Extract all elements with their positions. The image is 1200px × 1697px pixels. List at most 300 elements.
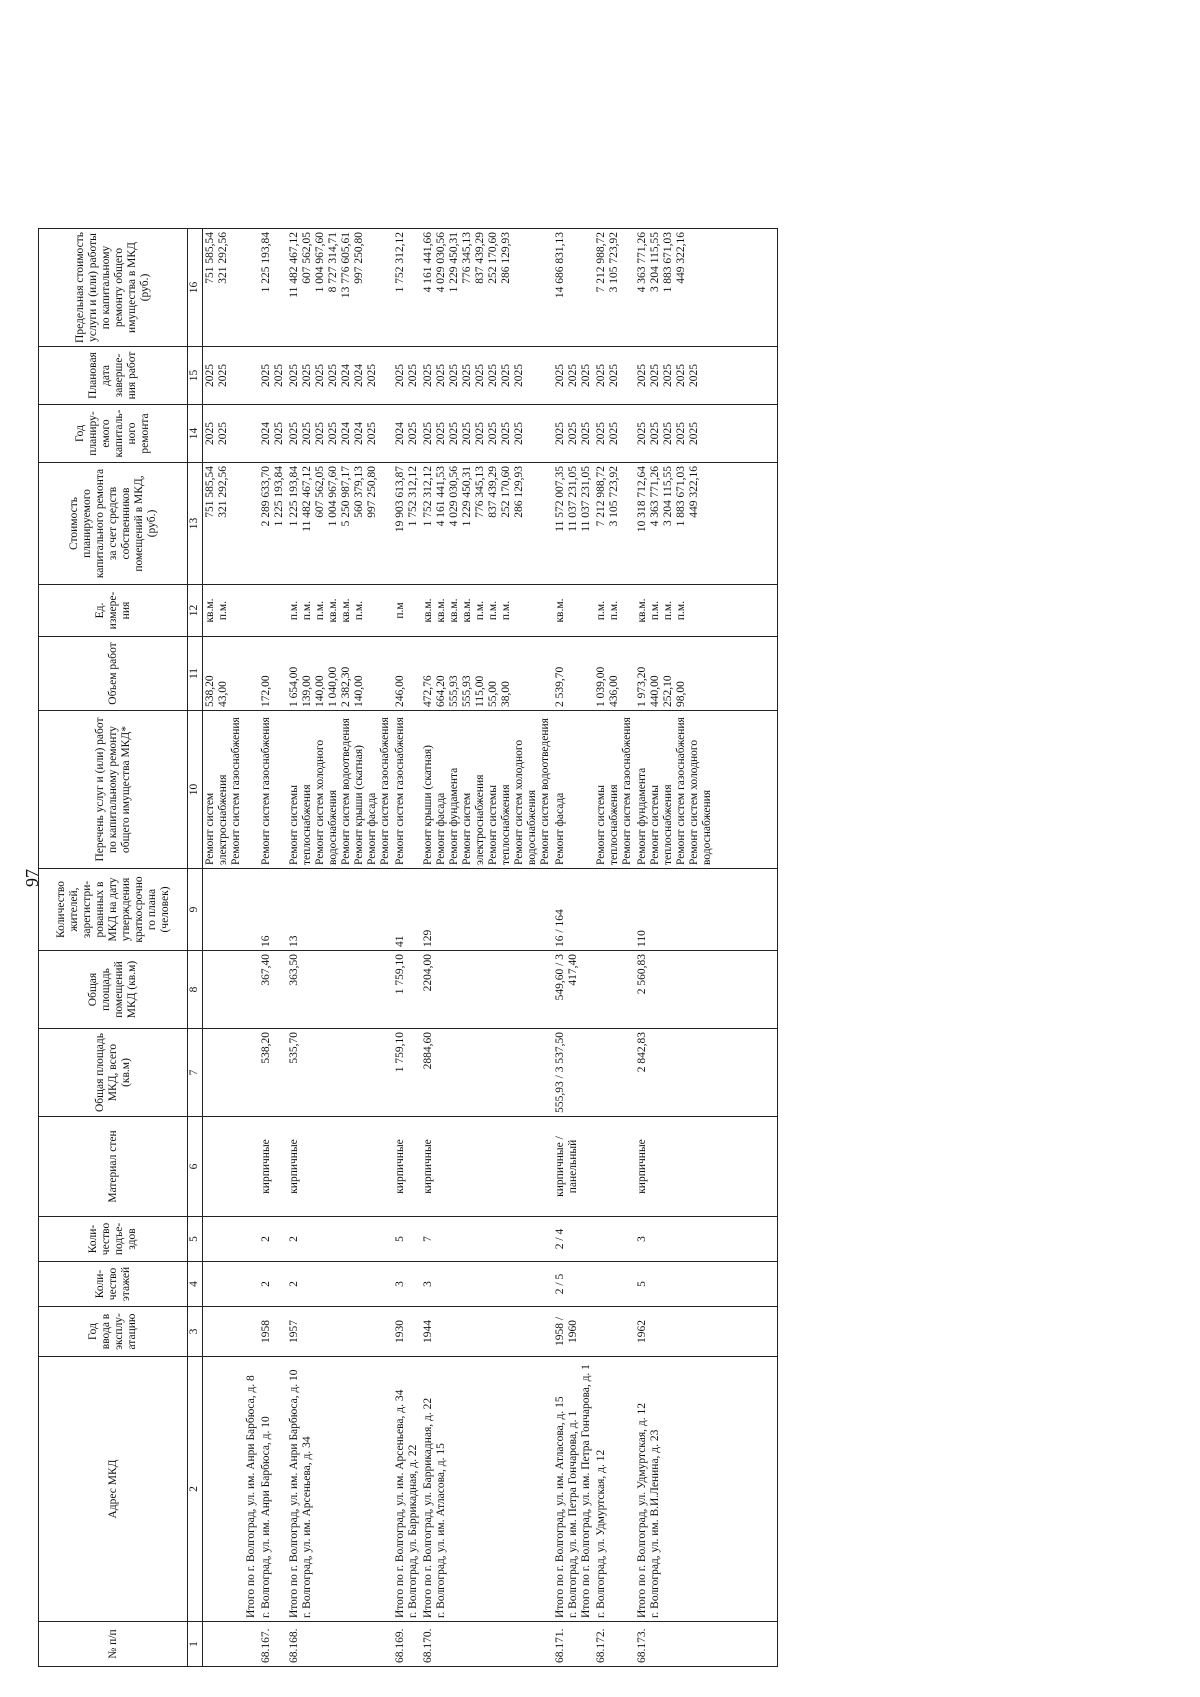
unit-line: кв.м.: [340, 598, 352, 623]
work-volume-cell: [594, 637, 635, 711]
residents-cell: 129: [421, 869, 553, 951]
work-volume-line: 43,00: [217, 681, 229, 707]
work-volume-cell: [635, 637, 715, 711]
planned-cost-cell: [244, 463, 259, 585]
year-commissioned-cell: [244, 1307, 259, 1357]
planned-year-line: 2025: [580, 422, 592, 445]
table-bottom-row: [715, 229, 778, 1667]
residents-cell: 110: [635, 869, 715, 951]
planned-cost-line: 11 482 467,12: [301, 466, 313, 532]
table-row: [244, 229, 259, 1667]
planned-year-cell: [287, 405, 393, 463]
planned-year-line: 2025: [688, 422, 700, 445]
address-line: Итого по г. Волгоград, ул. им. Анри Барбюса, д. 8: [245, 1375, 257, 1618]
empty-cell: [715, 1029, 778, 1117]
total-area-cell: [244, 1029, 259, 1117]
work-volume-line: 555,93: [461, 675, 473, 707]
cost-limit-line: 286 129,93: [500, 232, 512, 284]
column-number-9: 9: [188, 869, 203, 951]
planned-cost-line: 19 903 613,87: [394, 466, 406, 533]
premises-area-cell: 1 759,10: [393, 951, 421, 1029]
works-list-line: Ремонт системы теплоснабжения: [595, 784, 620, 865]
year-commissioned-cell: 1958: [259, 1307, 287, 1357]
address-line: Итого по г. Волгоград, ул. им. Атласова, д. 15: [554, 1396, 566, 1618]
entrances-cell: 5: [393, 1217, 421, 1262]
work-volume-line: 472,76: [422, 675, 434, 707]
completion-date-cell: [287, 347, 393, 405]
completion-date-cell: [259, 347, 287, 405]
address-cell: [421, 1357, 553, 1622]
works-list-line: Ремонт системы теплоснабжения: [288, 784, 313, 865]
column-header-1: № п/п: [39, 1622, 188, 1667]
planned-cost-line: 449 322,16: [688, 466, 700, 518]
completion-date-line: 2025: [288, 364, 300, 387]
completion-date-line: 2025: [474, 364, 486, 387]
address-cell: [287, 1357, 393, 1622]
wall-material-cell: кирпичные: [393, 1117, 421, 1217]
planned-cost-line: 11 572 007,35: [554, 466, 566, 532]
work-volume-cell: [421, 637, 553, 711]
planned-cost-line: 776 345,13: [474, 466, 486, 518]
column-header-10: Перечень услуг и (или) работ по капитальному ремонту общего имущества МКД*: [39, 711, 188, 869]
empty-cell: [715, 463, 778, 585]
column-header-3: Год ввода в эксплу-атацию: [39, 1307, 188, 1357]
residents-cell: 16 / 164: [553, 869, 594, 951]
works-list-cell: [393, 711, 421, 869]
planned-year-line: 2024: [260, 422, 272, 445]
completion-date-line: 2025: [688, 364, 700, 387]
column-number-1: 1: [188, 1622, 203, 1667]
cost-limit-line: 8 727 314,71: [327, 232, 339, 293]
column-header-6: Материал стен: [39, 1117, 188, 1217]
row-number-cell: [244, 1622, 259, 1667]
empty-cell: [715, 1622, 778, 1667]
planned-year-line: 2025: [662, 422, 674, 445]
cost-limit-line: 1 225 193,84: [260, 232, 272, 293]
work-volume-line: 2 539,70: [554, 666, 566, 707]
column-header-12: Ед. измере-ния: [39, 585, 188, 637]
planned-cost-line: 5 250 987,17: [340, 466, 352, 527]
planned-year-line: 2025: [649, 422, 661, 445]
completion-date-line: 2025: [636, 364, 648, 387]
completion-date-line: 2025: [554, 364, 566, 387]
floors-cell: 5: [635, 1262, 715, 1307]
empty-cell: [715, 347, 778, 405]
total-area-cell: [594, 1029, 635, 1117]
cost-limit-line: [245, 232, 258, 343]
planned-year-line: 2025: [595, 422, 607, 445]
works-list-line: Ремонт системы теплоснабжения: [649, 784, 674, 865]
residents-cell: [594, 869, 635, 951]
floors-cell: 2: [287, 1262, 393, 1307]
completion-date-line: 2025: [273, 364, 285, 387]
work-volume-cell: [553, 637, 594, 711]
planned-cost-cell: [635, 463, 715, 585]
entrances-cell: [203, 1217, 245, 1262]
works-list-line: Ремонт фундамента: [636, 767, 648, 865]
address-line: Итого по г. Волгоград, ул. Удмуртская, д. 12: [636, 1403, 648, 1618]
unit-line: п.м.: [301, 600, 313, 621]
wall-material-cell: [594, 1117, 635, 1217]
completion-date-cell: [594, 347, 635, 405]
entrances-cell: [594, 1217, 635, 1262]
column-number-15: 15: [188, 347, 203, 405]
unit-line: п.м.: [353, 600, 365, 621]
completion-date-line: 2025: [327, 364, 339, 387]
works-list-line: Ремонт систем газоснабжения: [379, 717, 391, 865]
unit-line: кв.м.: [636, 598, 648, 623]
table-row: [393, 229, 421, 1667]
address-line: г. Волгоград, ул. им. В.И.Ленина, д. 23: [649, 1429, 661, 1618]
address-cell: [393, 1357, 421, 1622]
cost-limit-line: 13 776 605,61: [340, 232, 352, 299]
floors-cell: [203, 1262, 245, 1307]
work-volume-cell: [393, 637, 421, 711]
header-row: [39, 229, 188, 1667]
entrances-cell: 3: [635, 1217, 715, 1262]
residents-cell: 13: [287, 869, 393, 951]
empty-cell: [715, 711, 778, 869]
address-cell: [259, 1357, 287, 1622]
column-number-8: 8: [188, 951, 203, 1029]
planned-cost-line: 4 363 771,26: [649, 466, 661, 527]
address-cell: [244, 1357, 259, 1622]
completion-date-line: 2025: [204, 364, 216, 387]
works-list-cell: [594, 711, 635, 869]
completion-date-line: 2025: [649, 364, 661, 387]
column-number-6: 6: [188, 1117, 203, 1217]
empty-cell: [715, 585, 778, 637]
row-number-cell: 68.168.: [287, 1622, 393, 1667]
cost-limit-line: 607 562,05: [301, 232, 313, 284]
unit-cell: [259, 585, 287, 637]
column-header-9: Количество жителей, зарегистри-рованных в МКД на дату утверждения краткосрочно го плана (человек): [39, 869, 188, 951]
residents-cell: 41: [393, 869, 421, 951]
cost-limit-line: 837 439,29: [474, 232, 486, 284]
row-number-cell: 68.167.: [259, 1622, 287, 1667]
premises-area-cell: 549,60 / 3 417,40: [553, 951, 594, 1029]
planned-year-line: 2025: [500, 422, 512, 445]
planned-year-cell: [259, 405, 287, 463]
row-number-cell: [203, 1622, 245, 1667]
works-list-line: Ремонт систем электроснабжения: [204, 774, 229, 865]
cost-limit-line: 11 482 467,12: [288, 232, 300, 298]
row-number-cell: 68.172.: [594, 1622, 635, 1667]
planned-cost-cell: [553, 463, 594, 585]
work-volume-line: 1 654,00: [288, 666, 300, 707]
works-list-line: Ремонт фундамента: [448, 767, 460, 865]
planned-cost-line: 4 161 441,53: [435, 466, 447, 527]
completion-date-line: 2025: [662, 364, 674, 387]
column-number-10: 10: [188, 711, 203, 869]
cost-limit-line: 4 029 030,56: [435, 232, 447, 293]
table-row: [203, 229, 245, 1667]
column-number-12: 12: [188, 585, 203, 637]
unit-line: кв.м.: [204, 598, 216, 623]
works-list-line: Ремонт систем холодного водоснабжения: [688, 739, 713, 865]
address-cell: [635, 1357, 715, 1622]
cost-limit-cell: [553, 229, 594, 347]
completion-date-line: 2025: [580, 364, 592, 387]
year-commissioned-cell: 1962: [635, 1307, 715, 1357]
planned-year-line: 2024: [340, 422, 352, 445]
address-line: г. Волгоград, ул. Удмуртская, д. 12: [595, 1449, 607, 1618]
planned-year-line: 2025: [407, 422, 419, 445]
row-number-cell: 68.169.: [393, 1622, 421, 1667]
planned-cost-cell: [421, 463, 553, 585]
completion-date-cell: [635, 347, 715, 405]
works-list-line: Ремонт фасада: [435, 792, 447, 865]
unit-line: кв.м.: [327, 598, 339, 623]
planned-cost-cell: [393, 463, 421, 585]
completion-date-line: 2025: [435, 364, 447, 387]
works-list-line: Ремонт систем газоснабжения: [260, 717, 272, 865]
works-list-cell: [287, 711, 393, 869]
unit-line: п.м.: [675, 600, 687, 621]
planned-year-line: 2025: [636, 422, 648, 445]
column-number-3: 3: [188, 1307, 203, 1357]
completion-date-line: 2025: [366, 364, 378, 387]
planned-year-line: 2025: [567, 422, 579, 445]
empty-cell: [715, 229, 778, 347]
total-area-cell: 555,93 / 3 537,50: [553, 1029, 594, 1117]
works-list-line: Ремонт крыши (скатная): [353, 745, 365, 865]
planned-cost-cell: [259, 463, 287, 585]
work-volume-line: 440,00: [649, 675, 661, 707]
planned-cost-cell: [203, 463, 245, 585]
cost-limit-line: 4 161 441,66: [422, 232, 434, 293]
column-header-16: Предельная стоимость услуги и (или) работы по капитальному ремонту общего имущества в МКД (руб.): [39, 229, 188, 347]
works-list-line: Ремонт систем газоснабжения: [230, 717, 242, 865]
column-header-14: Год планиру-емого капиталь-ного ремонта: [39, 405, 188, 463]
planned-year-cell: [421, 405, 553, 463]
planned-year-cell: [635, 405, 715, 463]
cost-limit-line: 252 170,60: [487, 232, 499, 284]
cost-limit-cell: [594, 229, 635, 347]
column-number-2: 2: [188, 1357, 203, 1622]
completion-date-line: 2025: [461, 364, 473, 387]
row-number-cell: 68.171.: [553, 1622, 594, 1667]
cost-limit-line: 4 363 771,26: [636, 232, 648, 293]
works-list-cell: [553, 711, 594, 869]
planned-year-line: 2025: [474, 422, 486, 445]
address-line: [204, 1360, 217, 1618]
cost-limit-cell: [244, 229, 259, 347]
work-volume-line: 664,20: [435, 675, 447, 707]
planned-cost-line: 3 105 723,92: [608, 466, 620, 527]
planned-year-line: 2025: [301, 422, 313, 445]
planned-year-line: 2025: [461, 422, 473, 445]
planned-cost-line: 3 204 115,55: [662, 466, 674, 526]
year-commissioned-cell: 1958 / 1960: [553, 1307, 594, 1357]
cost-limit-line: 449 322,16: [675, 232, 687, 284]
work-volume-cell: [203, 637, 245, 711]
work-volume-line: 139,00: [301, 675, 313, 707]
repair-plan-table: [38, 228, 778, 1667]
wall-material-cell: кирпичные: [635, 1117, 715, 1217]
address-cell: [594, 1357, 635, 1622]
premises-area-cell: 2204,00: [421, 951, 553, 1029]
cost-limit-line: 1 752 312,12: [394, 232, 406, 293]
planned-year-line: 2025: [675, 422, 687, 445]
planned-year-line: [245, 408, 258, 459]
work-volume-line: 1 040,00: [327, 666, 339, 707]
planned-year-line: 2025: [487, 422, 499, 445]
planned-year-line: 2025: [366, 422, 378, 445]
planned-cost-line: 10 318 712,64: [636, 466, 648, 533]
completion-date-cell: [421, 347, 553, 405]
total-area-cell: 2884,60: [421, 1029, 553, 1117]
total-area-cell: 2 842,83: [635, 1029, 715, 1117]
planned-year-cell: [393, 405, 421, 463]
wall-material-cell: кирпичные / панельный: [553, 1117, 594, 1217]
column-header-5: Коли-чество подъе-здов: [39, 1217, 188, 1262]
completion-date-line: 2025: [608, 364, 620, 387]
floors-cell: 3: [393, 1262, 421, 1307]
floors-cell: 3: [421, 1262, 553, 1307]
address-line: Итого по г. Волгоград, ул. Баррикадная, д. 22: [422, 1397, 434, 1618]
planned-cost-line: 751 585,54: [204, 466, 216, 518]
works-list-line: Ремонт систем водоотведения: [340, 718, 352, 865]
planned-cost-line: 7 212 988,72: [595, 466, 607, 527]
planned-year-line: 2025: [288, 422, 300, 445]
unit-cell: [421, 585, 553, 637]
work-volume-line: 98,00: [675, 681, 687, 707]
wall-material-cell: кирпичные: [287, 1117, 393, 1217]
total-area-cell: 538,20: [259, 1029, 287, 1117]
completion-date-cell: [203, 347, 245, 405]
completion-date-line: 2025: [394, 364, 406, 387]
work-volume-line: 252,10: [662, 675, 674, 707]
unit-line: п.м: [394, 602, 406, 619]
floors-cell: 2: [259, 1262, 287, 1307]
work-volume-line: 38,00: [500, 681, 512, 707]
unit-line: п.м.: [217, 600, 229, 621]
planned-year-cell: [244, 405, 259, 463]
unit-line: кв.м.: [448, 598, 460, 623]
unit-line: п.м.: [314, 600, 326, 621]
column-number-14: 14: [188, 405, 203, 463]
unit-line: кв.м.: [461, 598, 473, 623]
planned-cost-line: 286 129,93: [513, 466, 525, 518]
premises-area-cell: [594, 951, 635, 1029]
cost-limit-cell: [393, 229, 421, 347]
completion-date-cell: [553, 347, 594, 405]
empty-cell: [715, 1117, 778, 1217]
planned-year-line: 2024: [353, 422, 365, 445]
column-header-4: Коли-чество этажей: [39, 1262, 188, 1307]
work-volume-line: 115,00: [474, 675, 486, 707]
entrances-cell: 2: [259, 1217, 287, 1262]
premises-area-cell: 363,50: [287, 951, 393, 1029]
column-header-8: Общая площадь помещений МКД (кв.м): [39, 951, 188, 1029]
planned-cost-line: 837 439,29: [487, 466, 499, 518]
column-number-7: 7: [188, 1029, 203, 1117]
work-volume-line: 55,00: [487, 681, 499, 707]
planned-cost-line: 1 752 312,12: [422, 466, 434, 527]
unit-line: п.м.: [474, 600, 486, 621]
entrances-cell: [244, 1217, 259, 1262]
works-list-line: Ремонт систем газоснабжения: [621, 717, 633, 865]
work-volume-line: 2 382,30: [340, 666, 352, 707]
works-list-line: Ремонт системы теплоснабжения: [487, 784, 512, 865]
planned-cost-line: 607 562,05: [314, 466, 326, 518]
cost-limit-line: 1 004 967,60: [314, 232, 326, 293]
planned-cost-line: 997 250,80: [366, 466, 378, 518]
address-line: г. Волгоград, ул. им. Анри Барбюса, д. 10: [260, 1416, 272, 1618]
empty-cell: [715, 1307, 778, 1357]
column-header-7: Общая площадь МКД, всего (кв.м): [39, 1029, 188, 1117]
total-area-cell: [203, 1029, 245, 1117]
completion-date-line: 2025: [422, 364, 434, 387]
cost-limit-line: 7 212 988,72: [595, 232, 607, 293]
table-row: [287, 229, 393, 1667]
table-row: [553, 229, 594, 1667]
unit-line: п.м.: [649, 600, 661, 621]
column-number-16: 16: [188, 229, 203, 347]
works-list-line: Ремонт крыши (скатная): [422, 745, 434, 865]
unit-line: п.м.: [608, 600, 620, 621]
planned-year-line: 2024: [394, 422, 406, 445]
residents-cell: [203, 869, 245, 951]
work-volume-line: 555,93: [448, 675, 460, 707]
planned-cost-line: 321 292,56: [217, 466, 229, 518]
planned-cost-cell: [287, 463, 393, 585]
premises-area-cell: [244, 951, 259, 1029]
works-list-cell: [203, 711, 245, 869]
completion-date-line: 2025: [567, 364, 579, 387]
residents-cell: [244, 869, 259, 951]
completion-date-line: 2024: [353, 364, 365, 387]
works-list-cell: [259, 711, 287, 869]
address-line: г. Волгоград, ул. Баррикадная, д. 22: [407, 1444, 419, 1618]
address-line: Итого по г. Волгоград, ул. им. Арсеньева, д. 34: [394, 1389, 406, 1618]
address-line: г. Волгоград, ул. им. Петра Гончарова, д. 1: [567, 1410, 579, 1618]
planned-year-cell: [594, 405, 635, 463]
table-row: [635, 229, 715, 1667]
wall-material-cell: кирпичные: [259, 1117, 287, 1217]
planned-cost-line: 1 883 671,03: [675, 466, 687, 527]
works-list-line: Ремонт фасада: [366, 792, 378, 865]
planned-cost-line: 11 037 231,05: [580, 466, 592, 532]
entrances-cell: 7: [421, 1217, 553, 1262]
completion-date-line: 2025: [595, 364, 607, 387]
planned-cost-cell: [594, 463, 635, 585]
planned-cost-line: 1 229 450,31: [461, 466, 473, 527]
total-area-cell: 1 759,10: [393, 1029, 421, 1117]
wall-material-cell: кирпичные: [421, 1117, 553, 1217]
completion-date-line: [245, 350, 258, 401]
works-list-line: Ремонт систем холодного водоснабжения: [513, 739, 538, 865]
unit-cell: [635, 585, 715, 637]
cost-limit-line: 14 686 831,13: [554, 232, 566, 299]
premises-area-cell: 367,40: [259, 951, 287, 1029]
planned-year-line: 2025: [204, 422, 216, 445]
planned-cost-line: 11 037 231,05: [567, 466, 579, 532]
work-volume-line: 538,20: [204, 675, 216, 707]
wall-material-cell: [203, 1117, 245, 1217]
column-number-4: 4: [188, 1262, 203, 1307]
completion-date-line: 2025: [513, 364, 525, 387]
planned-year-line: 2025: [314, 422, 326, 445]
cost-limit-line: 3 105 723,92: [608, 232, 620, 293]
column-header-11: Объем работ: [39, 637, 188, 711]
wall-material-cell: [244, 1117, 259, 1217]
table-body: [203, 229, 778, 1667]
table-row: [421, 229, 553, 1667]
address-cell: [203, 1357, 245, 1622]
works-list-cell: [635, 711, 715, 869]
